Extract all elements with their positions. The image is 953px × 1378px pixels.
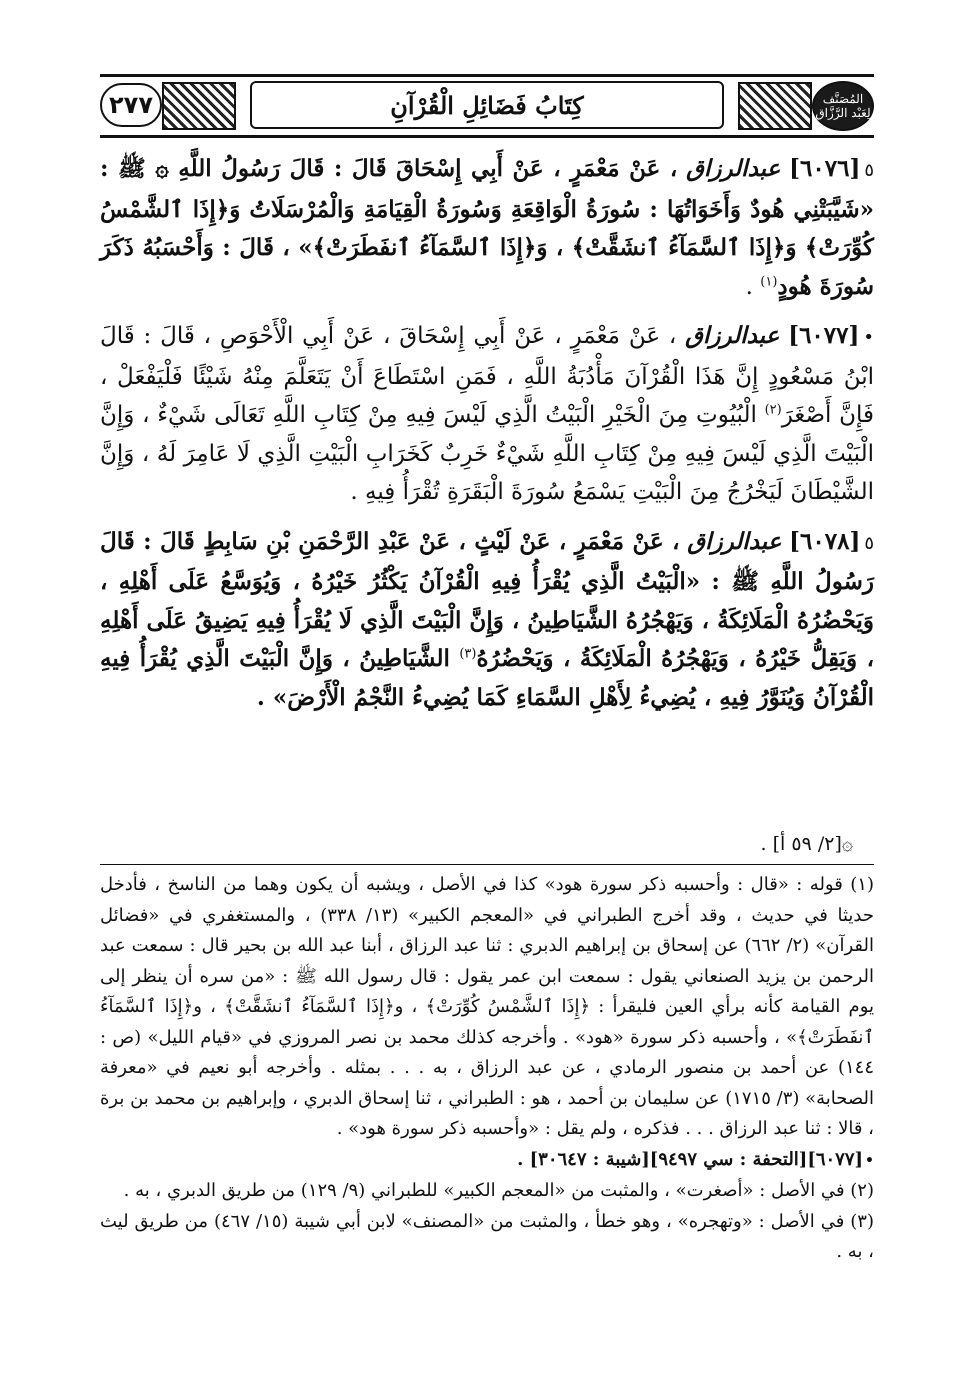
footnotes: [100, 870, 874, 1268]
hadith-marker: •: [863, 327, 875, 348]
main-text: [100, 150, 874, 728]
footnote-2: (٢) في الأصل : «أصغرت» ، والمثبت من «المعجم الكبير» للطبراني (٩/ ١٢٩) من طريق الدبري ، به .: [123, 1180, 874, 1201]
ornament-band-right: [738, 82, 812, 130]
hadith-text: ، عَنْ مَعْمَرٍ ، عَنْ أَبِي إِسْحَاقَ ، عَنْ أَبِي الْأَحْوَصِ ، قَالَ : قَالَ ابْنُ مَسْعُودٍ إِنَّ هَذَا الْقُرْآنَ مَأْدُبَةُ اللَّهِ ، فَمَنِ اسْتَطَاعَ أَنْ يَتَعَلَّمَ مِنْهُ شَيْئًا فَلْيَفْعَلْ ، فَإِنَّ أَصْغَرَ: [100, 323, 874, 428]
hadith-source: عبدالرزاق: [687, 527, 782, 555]
hadith-number: [٦٠٧٦]: [789, 155, 861, 182]
footnote-ref: (٣): [459, 646, 477, 662]
footnote-ref: (٢): [764, 402, 782, 418]
hadith-number: [٦٠٧٧]: [788, 322, 860, 349]
hadith-source: عبدالرزاق: [685, 322, 780, 349]
hadith-6078: [100, 523, 874, 718]
hadith-source: عبدالرزاق: [686, 155, 781, 182]
hadith-6077: [100, 317, 874, 512]
hadith-text: ، عَنْ مَعْمَرٍ ، عَنْ أَبِي إِسْحَاقَ قَالَ : قَالَ رَسُولُ اللَّهِ ۞ ﷺ : «شَيَّبَتْنِي هُودٌ وَأَخَوَاتُهَا : سُورَةُ الْوَاقِعَةِ وَسُورَةُ الْقِيَامَةِ وَالْمُرْسَلَاتُ وَ﴿إِذَا ٱلشَّمْسُ كُوِّرَتْ﴾ وَ﴿إِذَا ٱلسَّمَآءُ ٱنشَقَّتْ﴾ ، وَ﴿إِذَا ٱلسَّمَآءُ ٱنفَطَرَتْ﴾» ، قَالَ : وَأَحْسَبُهُ ذَكَرَ سُورَةَ هُودٍ: [100, 155, 874, 300]
hadith-tail: الْبُيُوتِ مِنَ الْخَيْرِ الْبَيْتُ الَّذِي لَيْسَ فِيهِ مِنْ كِتَابِ اللَّهِ تَعَالَى شَيْءٌ ، وَإِنَّ الْبَيْتَ الَّذِي لَيْسَ فِيهِ مِنْ كِتَابِ اللَّهِ شَيْءٌ خَرِبٌ كَخَرَابِ الْبَيْتِ الَّذِي لَا عَامِرَ لَهُ ، وَإِنَّ الشَّيْطَانَ لَيَخْرُجُ مِنَ الْبَيْتِ يَسْمَعُ سُورَةَ الْبَقَرَةِ تُقْرَأُ فِيهِ .: [100, 402, 874, 505]
hadith-marker: ٥: [864, 160, 875, 181]
hadith-6076: [100, 150, 874, 306]
hadith-marker: ٥: [864, 532, 875, 554]
hadith-tail: الشَّيَاطِينُ ، وَإِنَّ الْبَيْتَ الَّذِي يُقْرَأُ فِيهِ الْقُرْآنُ وَيُنَوَّرُ فِيهِ ، يُضِيءُ لِأَهْلِ السَّمَاءِ كَمَا يُضِيءُ النَّجْمُ الْأَرْضَ» .: [100, 645, 874, 711]
footnote-ref: (١): [760, 273, 778, 289]
manuscript-reference: ۞[٢/ ٥٩ أ] .: [760, 833, 853, 855]
hadith-number: [٦٠٧٨]: [789, 527, 861, 555]
hadith-tail: .: [745, 273, 761, 300]
book-seal-logo: [812, 81, 874, 131]
page-number: ٢٧٧: [100, 83, 162, 127]
takhrij-tag: [100, 1145, 874, 1177]
footnote-divider: [100, 864, 874, 865]
footnote-3: (٣) في الأصل : «وتهجره» ، وهو خطأ ، والمثبت من «المصنف» لابن أبي شيبة (١٥/ ٤٦٧) من طريق ليث ، به .: [100, 1210, 874, 1262]
footnote-1: (١) قوله : «قال : وأحسبه ذكر سورة هود» كذا في الأصل ، ويشبه أن يكون وهما من الناسخ ، فأدخل حديثا في حديث ، وقد أخرج الطبراني في «المعجم الكبير» (١٣/ ٣٣٨) ، والمستغفري في «فضائل القرآن» (٢/ ٦٦٢) عن إسحاق بن إبراهيم الدبري : ثنا عبد الرزاق ، أبنا عبد الله بن بحير قال : سمعت عبد الرحمن بن يزيد الصنعاني يقول : سمعت ابن عمر يقول : قال رسول الله ﷺ : «من سره أن ينظر إلى يوم القيامة كأنه برأي العين فليقرأ : ﴿إِذَا ٱلشَّمْسُ كُوِّرَتْ﴾ ، و﴿إِذَا ٱلسَّمَآءُ ٱنشَقَّتْ﴾ ، و﴿إِذَا ٱلسَّمَآءُ ٱنفَطَرَتْ﴾» ، وأحسبه ذكر سورة «هود» . وأخرجه كذلك محمد بن نصر المروزي في «قيام الليل» (ص : ١٤٤) عن أحمد بن منصور الرمادي ، عن عبد الرزاق ، به . . . بمثله . وأخرجه أبو نعيم في «معرفة الصحابة» (٣/ ١٧١٥) عن سليمان بن أحمد ، هو : الطبراني ، ثنا إسحاق الدبري ، وإبراهيم بن محمد بن برة ، قالا : ثنا عبد الرزاق . . . فذكره ، ولم يقل : «وأحسبه ذكر سورة هود» .: [100, 874, 875, 1139]
hadith-text: ، عَنْ مَعْمَرٍ ، عَنْ لَيْثٍ ، عَنْ عَبْدِ الرَّحْمَنِ بْنِ سَابِطٍ قَالَ : قَالَ رَسُولُ اللَّهِ ﷺ : «الْبَيْتُ الَّذِي يُقْرَأُ فِيهِ الْقُرْآنُ يَكْثُرُ خَيْرُهُ ، وَيُوَسَّعُ عَلَى أَهْلِهِ ، وَيَحْضُرُهُ الْمَلَائِكَةُ ، وَيَهْجُرُهُ الشَّيَاطِينُ ، وَإِنَّ الْبَيْتَ الَّذِي لَا يُقْرَأُ فِيهِ يَضِيقُ عَلَى أَهْلِهِ ، وَيَقِلُّ خَيْرُهُ ، وَيَهْجُرُهُ الْمَلَائِكَةُ ، وَيَحْضُرُهُ: [100, 527, 874, 672]
ornament-band-left: [162, 82, 236, 130]
seal-text: المُصَنَّف لِعَبْد الرَّزَّاق: [815, 92, 871, 120]
takhrij-text: [٦٠٧٧][التحفة : سي ٩٤٩٧][شيبة : ٣٠٦٤٧] .: [517, 1148, 864, 1170]
book-title: كِتَابُ فَضَائِلِ الْقُرْآنِ: [250, 81, 724, 129]
tag-marker: •: [865, 1152, 874, 1169]
page-header: [100, 74, 874, 138]
